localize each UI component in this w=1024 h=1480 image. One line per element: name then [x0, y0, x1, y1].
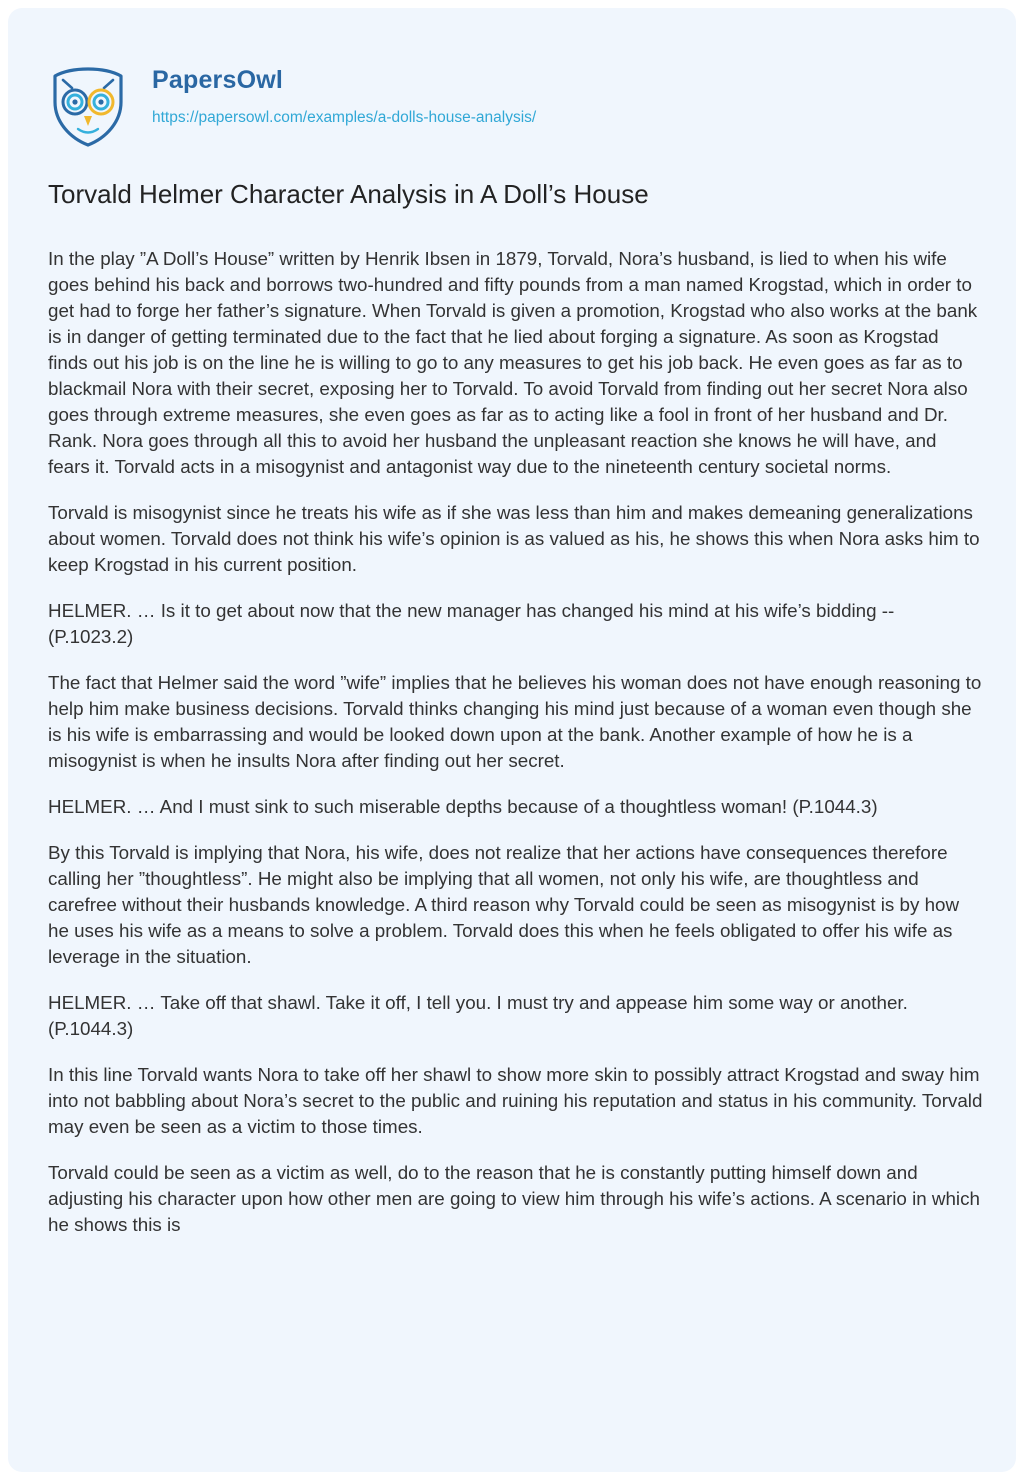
- quote-paragraph: HELMER. … Take off that shawl. Take it off, I tell you. I must try and appease him some way or another. (P.1044.3): [48, 992, 908, 1039]
- quote-paragraph: HELMER. … Is it to get about now that the new manager has changed his mind at his wife’s bidding -- (P.1023.2): [48, 600, 895, 647]
- quote-paragraph: HELMER. … And I must sink to such miserable depths because of a thoughtless woman! (P.1044.3): [48, 796, 878, 817]
- article-body: [48, 246, 983, 1258]
- paragraph: In this line Torvald wants Nora to take off her shawl to show more skin to possibly attract Krogstad and sway him into not babbling about Nora’s secret to the public and ruining his reputation and status in his community. Torvald may even be seen as a victim to those times.: [48, 1064, 983, 1137]
- site-header: [48, 66, 948, 146]
- paragraph: The fact that Helmer said the word ”wife” implies that he believes his woman does not have enough reasoning to help him make business decisions. Torvald thinks changing his mind just because of a woman even though she is his wife is embarrassing and would be looked down upon at the bank. Another example of how he is a misogynist is when he insults Nora after finding out her secret.: [48, 672, 982, 771]
- brand-name: PapersOwl: [152, 66, 284, 94]
- source-url-link[interactable]: https://papersowl.com/examples/a-dolls-house-analysis/: [152, 109, 537, 126]
- owl-logo-icon: [48, 66, 128, 148]
- document-card: [8, 8, 1016, 1472]
- paragraph: Torvald is misogynist since he treats his wife as if she was less than him and makes demeaning generalizations about women. Torvald does not think his wife’s opinion is as valued as his, he shows this when Nora asks him to keep Krogstad in his current position.: [48, 502, 980, 575]
- paragraph: By this Torvald is implying that Nora, his wife, does not realize that her actions have consequences therefore calling her ”thoughtless”. He might also be implying that all women, not only his wife, are thoughtless and carefree without their husbands knowledge. A third reason why Torvald could be seen as misogynist is by how he uses his wife as a means to solve a problem. Torvald does this when he feels obligated to offer his wife as leverage in the situation.: [48, 842, 960, 967]
- paragraph: In the play ”A Doll’s House” written by Henrik Ibsen in 1879, Torvald, Nora’s husband, is lied to when his wife goes behind his back and borrows two-hundred and fifty pounds from a man named Krogstad, which in order to get had to forge her father’s signature. When Torvald is given a promotion, Krogstad who also works at the bank is in danger of getting terminated due to the fact that he lied about forging a signature. As soon as Krogstad finds out his job is on the line he is willing to go to any measures to get his job back. He even goes as far as to blackmail Nora with their secret, exposing her to Torvald. To avoid Torvald from finding out her secret Nora also goes through extreme measures, she even goes as far as to acting like a fool in front of her husband and Dr. Rank. Nora goes through all this to avoid her husband the unpleasant reaction she knows he will have, and fears it. Torvald acts in a misogynist and antagonist way due to the nineteenth century societal norms.: [48, 248, 978, 477]
- page-title: Torvald Helmer Character Analysis in A Doll’s House: [48, 179, 649, 209]
- paragraph: Torvald could be seen as a victim as well, do to the reason that he is constantly putting himself down and adjusting his character upon how other men are going to view him through his wife’s actions. A scenario in which he shows this is: [48, 1162, 980, 1235]
